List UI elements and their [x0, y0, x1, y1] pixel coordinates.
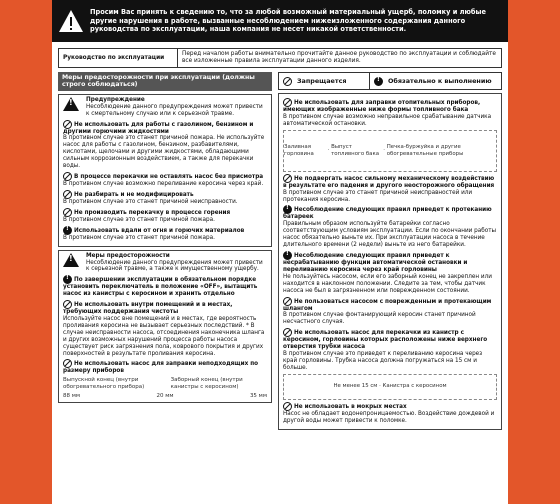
guide-label: Руководство по эксплуатации	[59, 49, 178, 67]
right-column	[278, 72, 502, 430]
list-item: Не использовать насос для заправки неподходящих по размеру приборов	[63, 361, 259, 375]
rules-box	[278, 93, 502, 430]
prohibition-icon	[63, 120, 72, 129]
mandatory-icon	[63, 275, 72, 284]
list-item: !Несоблюдение следующих правил приведет к несрабатыванию функции автоматической остановки и переливанию керосина через край горловины Не пользуйтесь насосом, если его заборный конец не закреплен или находится в наклонном положении. Следите за тем, чтобы датчик насоса не был в загрязненном или поврежденном состоянии.	[283, 251, 497, 295]
caution-text: Несоблюдение данного предупреждения может привести к серьезной травме, а также к имущественному ущербу.	[86, 259, 263, 273]
caution-box	[58, 250, 272, 404]
mandatory-icon	[283, 251, 292, 260]
forbidden-label: Запрещается	[297, 76, 347, 85]
list-item: Не использовать для работы с газолином, бензином и другими горючими жидкостями В противном случае это станет причиной пожара. Не используйте насос для работы с газолином, бензином, разбавителями, кислотами, щелочами и другими жидкостями, обладающими сильным коррозионным воздействием, а также для перекачки воды.	[63, 121, 265, 170]
warning-box	[58, 94, 272, 247]
manual-page	[52, 0, 508, 504]
warning-text: Несоблюдение данного предупреждения может привести к смертельному случаю или к серьезной травме.	[86, 103, 263, 117]
prohibition-icon	[63, 300, 72, 309]
list-item: В процессе перекачки не оставлять насос без присмотра В противном случае возможно переливание керосина через край.	[63, 173, 264, 187]
precautions-header: Меры предосторожности при эксплуатации (должны строго соблюдаться)	[58, 72, 272, 91]
caution-icon: !	[63, 253, 79, 267]
list-item: Не использовать в мокрых местах Насос не обладает водонепроницаемостью. Воздействие дождевой и другой воды может привести к поломке.	[283, 403, 495, 424]
tank-figure: Заливная горловина · Выпуст топливного бака · Печка-буржуйка и другие обогревательные приборы	[283, 130, 497, 172]
dimension-labels: Выпускной конец (внутри обогревательного прибора) Заборный конец (внутри канистры с керосином)	[63, 377, 243, 391]
list-item: Не подвергать насос сильному механическому воздействию в результате его падения и другого неосторожного обращения В противном случае это станет причиной неисправностей или протекания керосина.	[283, 175, 495, 203]
canister-figure: Не менее 15 см · Канистра с керосином	[283, 374, 497, 400]
prohibition-icon	[283, 328, 292, 337]
prohibition-icon	[283, 297, 292, 306]
warning-title: Предупреждение	[86, 96, 145, 103]
mandatory-label: Обязательно к выполнению	[388, 76, 492, 85]
prohibition-icon	[63, 172, 72, 181]
warning-icon: !	[63, 97, 79, 111]
liability-banner	[52, 0, 508, 42]
banner-text: Просим Вас принять к сведению то, что за любой возможный материальный ущерб, поломку и любые другие нарушения в работе, вызванные несоблюдением нижеизложенного содержания данного руководства по эксплуатации, наша компания не несет никакой ответственности.	[90, 8, 486, 34]
prohibition-icon	[283, 402, 292, 411]
legend-header	[278, 72, 502, 90]
mandatory-icon	[374, 77, 383, 86]
list-item: Не использовать насос для перекачки из канистр с керосином, горловины которых расположены ниже верхнего отверстия трубки насоса В противном случае это приведет к переливанию керосина через край горловины. Трубка насоса должна погружаться на 15 см и больше.	[283, 330, 488, 371]
list-item: Не использовать для заправки отопительных приборов, имеющих изображенные ниже формы топливного бака В противном случае возможно неправильное срабатывание датчика автоматической остановки.	[283, 100, 492, 127]
prohibition-icon	[283, 174, 292, 183]
list-item: !Несоблюдение следующих правил приведет к протеканию батареек Правильным образом используйте батарейки согласно соответствующим условиям эксплуатации. Если по окончании работы насос обязательно выньте их. При эксплуатации насоса в течение длительного времени (2 недели) выньте из него батарейки.	[283, 205, 497, 249]
prohibition-icon	[63, 190, 72, 199]
list-item: Не использовать внутри помещений и в местах, требующих поддержания чистоты Используйте насос вне помещений и в местах, где вероятность проливания керосина не вызывает серьезных последствий. * В случае неисправности насоса, отсоединения наконечника шланга и других возможных нарушений процесса работы насоса существует риск загрязнения пола, коврового покрытия и других поверхностей в результате проливания керосина.	[63, 302, 265, 357]
mandatory-icon	[63, 226, 72, 235]
list-item: !По завершении эксплуатации в обязательном порядке установить переключатель в положение «OFF», вытащить насос из канистры с керосином и хранить отдельно	[63, 275, 267, 298]
dimension-values: 88 мм 20 мм 35 мм	[63, 393, 267, 400]
prohibition-icon	[283, 98, 292, 107]
guide-text: Перед началом работы внимательно прочитайте данное руководство по эксплуатации и соблюдайте все изложенные правила эксплуатации данного изделия.	[182, 51, 496, 64]
guide-row	[58, 48, 502, 68]
caution-title: Меры предосторожности	[86, 252, 170, 259]
prohibition-icon	[283, 77, 292, 86]
list-item: Не производить перекачку в процессе горения В противном случае это станет причиной пожара.	[63, 209, 231, 223]
warning-icon	[58, 9, 84, 33]
prohibition-icon	[63, 208, 72, 217]
list-item: !Использовать вдали от огня и горючих материалов В противном случае это станет причиной пожара.	[63, 226, 267, 242]
list-item: Не разбирать и не модифицировать В противном случае это станет причиной неисправности.	[63, 191, 238, 205]
list-item: Не пользоваться насосом с поврежденным и протекающим шлангом В противном случае фонтанирующий керосин станет причиной несчастного случая.	[283, 298, 492, 326]
left-column	[58, 72, 272, 403]
